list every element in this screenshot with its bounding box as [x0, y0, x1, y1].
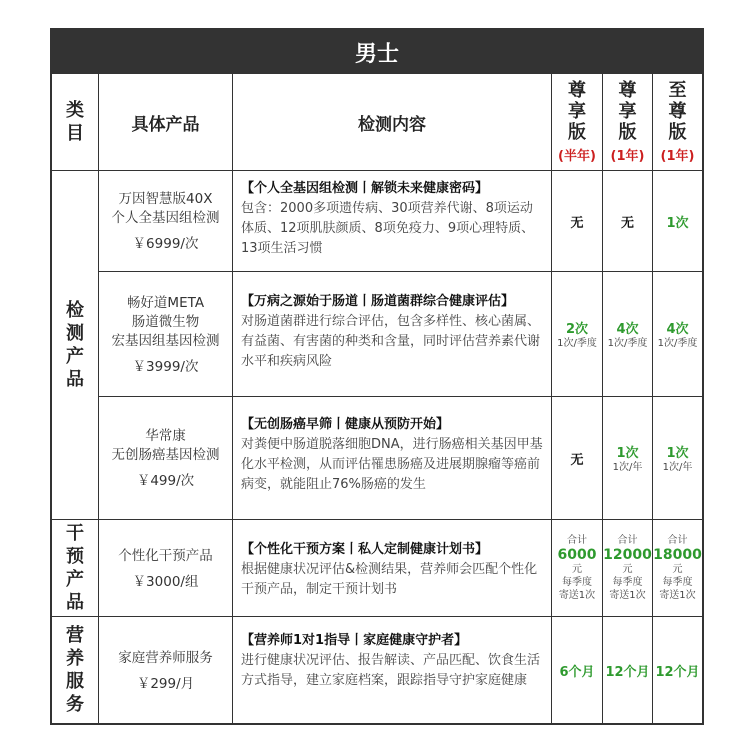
header-category: 类 目	[52, 74, 99, 171]
plan-cell: 1次	[653, 171, 702, 272]
plan-cell: 1次 1次/年	[653, 397, 702, 520]
plan-cell: 12个月	[655, 664, 700, 680]
header-content: 检测内容	[233, 74, 552, 171]
comparison-table	[50, 28, 704, 725]
plan-cell: 1次 1次/年	[603, 397, 653, 520]
row-product: 畅好道META 肠道微生物 宏基因组基因检测 ￥3999/次	[99, 272, 233, 397]
row-content: 【无创肠癌早筛丨健康从预防开始】 对粪便中肠道脱落细胞DNA，进行肠癌相关基因甲基化水平检测，从而评估罹患肠癌及进展期腺瘤等癌前病变，就能阻止76%肠癌的发生	[233, 397, 552, 520]
plan-cell: 12个月	[603, 617, 653, 723]
header-plan-3: 至 尊 版 (1年)	[653, 74, 702, 171]
plan-cell: 6个月	[552, 617, 603, 723]
row-content: 【营养师1对1指导丨家庭健康守护者】 进行健康状况评估、报告解读、产品匹配、饮食生活方式指导，建立家庭档案，跟踪指导守护家庭健康	[233, 617, 552, 723]
category-intervention: 干 预 产 品	[52, 520, 99, 617]
category-nutrition: 营 养 服 务	[52, 617, 99, 723]
plan-cell: 4次 1次/季度	[603, 272, 653, 397]
plan-cell: 合计 6000 元 每季度 寄送1次	[552, 520, 603, 617]
table-title: 男士	[52, 30, 702, 74]
plan-cell: 合计 18000 元 每季度 寄送1次	[653, 520, 702, 617]
row-product: 华常康 无创肠癌基因检测 ￥499/次	[99, 397, 233, 520]
plan-cell: 无	[603, 171, 653, 272]
plan-cell: 2次 1次/季度	[552, 272, 603, 397]
row-content: 【个性化干预方案丨私人定制健康计划书】 根据健康状况评估&检测结果，营养师会匹配个性化干预产品，制定干预计划书	[233, 520, 552, 617]
plan-cell: 4次 1次/季度	[653, 272, 702, 397]
plan-cell: 无	[552, 397, 603, 520]
row-content: 【万病之源始于肠道丨肠道菌群综合健康评估】 对肠道菌群进行综合评估，包含多样性、核心菌属、有益菌、有害菌的种类和含量，同时评估营养素代谢水平和疾病风险	[233, 272, 552, 397]
plan-cell: 无	[552, 171, 603, 272]
category-detection: 检 测 产 品	[52, 171, 99, 520]
header-product: 具体产品	[99, 74, 233, 171]
header-plan-2: 尊 享 版 (1年)	[603, 74, 653, 171]
row-product: 家庭营养师服务 ￥299/月	[99, 617, 233, 723]
row-product: 万因智慧版40X 个人全基因组检测 ￥6999/次	[99, 171, 233, 272]
header-plan-1: 尊 享 版 (半年)	[552, 74, 603, 171]
row-product: 个性化干预产品 ￥3000/组	[99, 520, 233, 617]
row-content: 【个人全基因组检测丨解锁未来健康密码】 包含：2000多项遗传病、30项营养代谢、8项运动体质、12项肌肤颜质、8项免疫力、9项心理特质、13项生活习惯	[233, 171, 552, 272]
plan-cell: 合计 12000 元 每季度 寄送1次	[603, 520, 653, 617]
